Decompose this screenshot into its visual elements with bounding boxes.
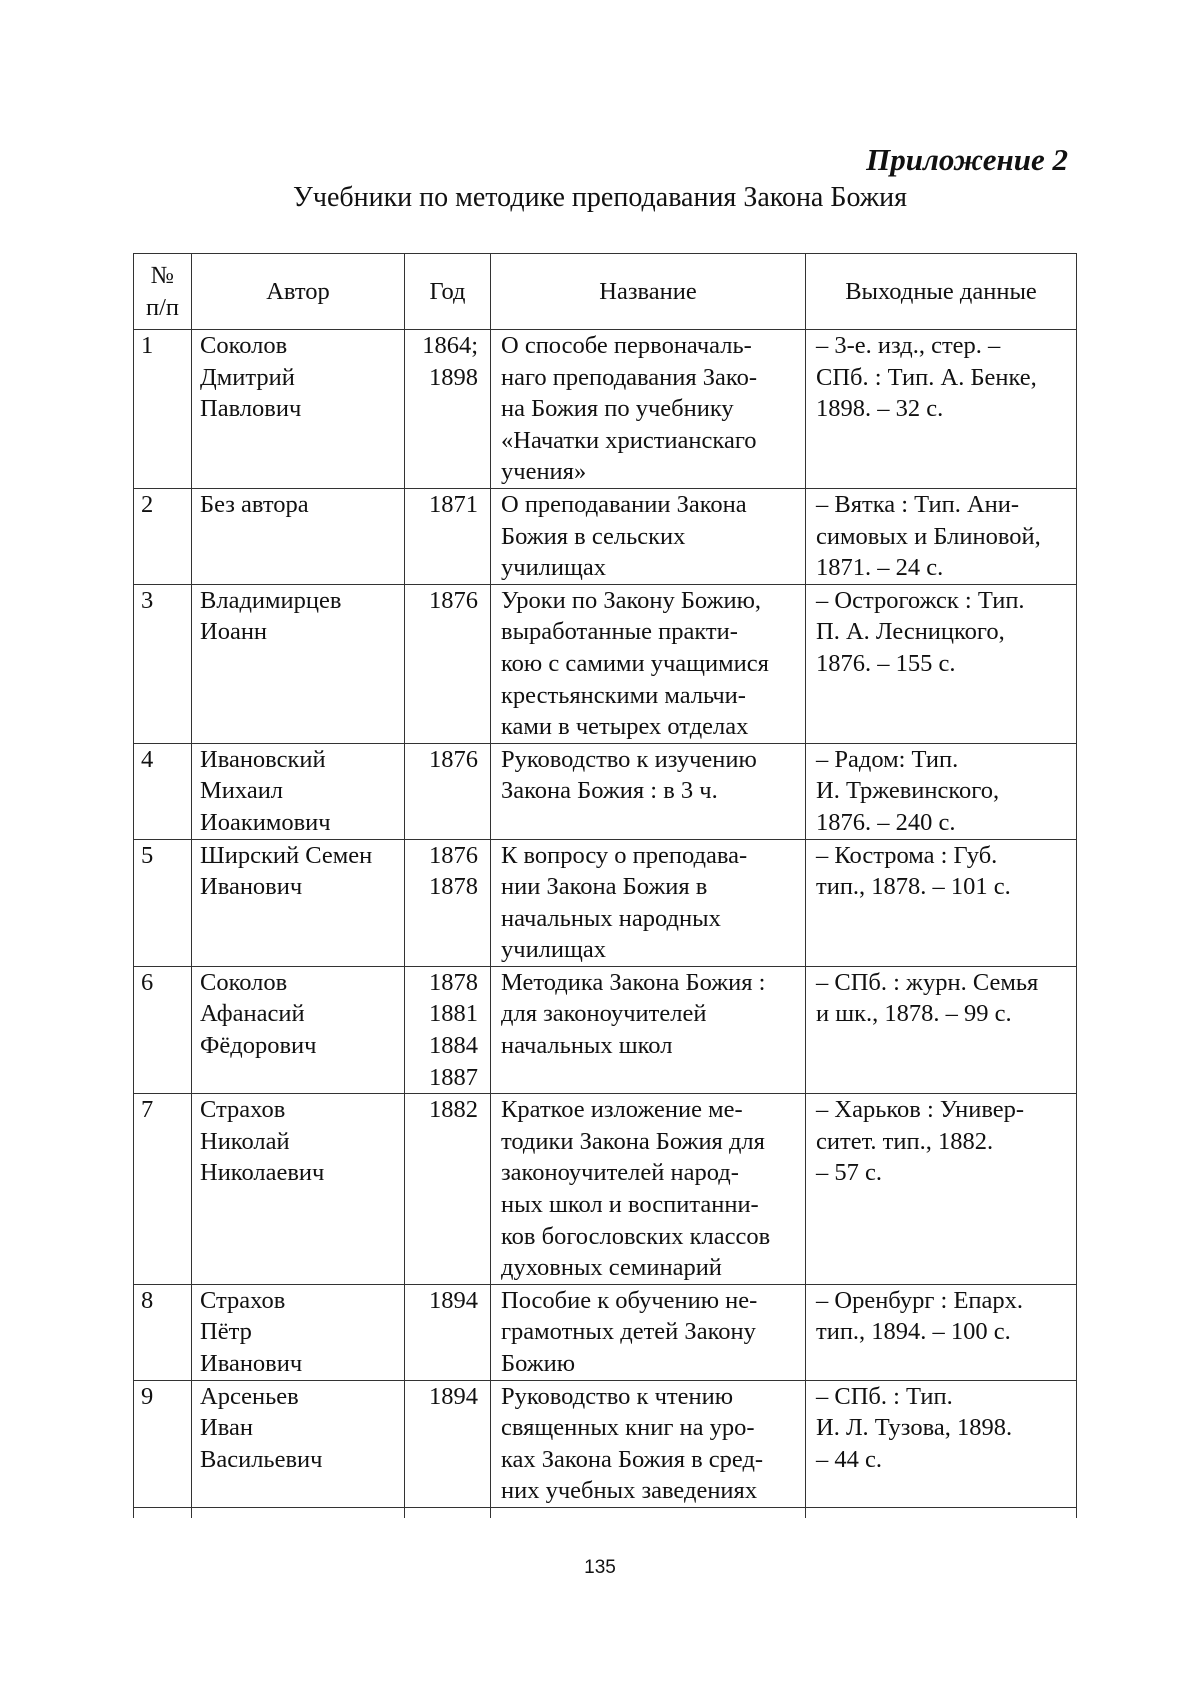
title-line: О преподавании Закона: [501, 490, 747, 518]
title-line: на Божия по учебнику: [501, 395, 734, 423]
title-cell: [491, 330, 806, 489]
continuation-cell: [806, 1507, 1077, 1518]
title-cell: [491, 584, 806, 743]
author-line: Без автора: [200, 490, 309, 518]
title-cell: [491, 1380, 806, 1507]
table-body: [134, 330, 1077, 1518]
appendix-label: Приложение 2: [866, 142, 1068, 177]
continuation-cell: [491, 1507, 806, 1518]
author-line: Арсеньев: [200, 1382, 299, 1410]
publication-line: тип., 1878. – 101 с.: [816, 873, 1011, 901]
header-year: Год: [405, 254, 491, 330]
publication-line: 1876. – 240 с.: [816, 808, 956, 836]
table-continuation-row: [134, 1507, 1077, 1518]
title-line: ных школ и воспитанни-: [501, 1191, 759, 1219]
title-cell: [491, 743, 806, 839]
row-number: 1: [134, 330, 192, 489]
year-line: 1894: [429, 1286, 478, 1314]
publication-line: И. Тржевинского,: [816, 777, 1000, 805]
author-line: Страхов: [200, 1096, 286, 1124]
row-number: 2: [134, 488, 192, 584]
author-cell: [192, 1094, 405, 1285]
title-line: нии Закона Божия в: [501, 873, 708, 901]
title-line: К вопросу о преподава-: [501, 841, 748, 869]
year-cell: [405, 839, 491, 966]
author-line: Ширский Семен: [200, 841, 373, 869]
year-cell: [405, 1094, 491, 1285]
publication-cell: [806, 1094, 1077, 1285]
year-cell: [405, 743, 491, 839]
table-row: [134, 743, 1077, 839]
table-row: [134, 330, 1077, 489]
title-line: крестьянскими мальчи-: [501, 681, 746, 709]
table-row: [134, 1094, 1077, 1285]
publication-line: и шк., 1878. – 99 с.: [816, 1000, 1012, 1028]
publication-line: – СПб. : Тип.: [816, 1382, 953, 1410]
header-number: [134, 254, 192, 330]
publication-line: – СПб. : журн. Семья: [816, 968, 1039, 996]
title-line: Краткое изложение ме-: [501, 1096, 743, 1124]
continuation-cell: [134, 1507, 192, 1518]
publication-cell: [806, 966, 1077, 1093]
title-cell: [491, 1094, 806, 1285]
publication-line: – Харьков : Универ-: [816, 1096, 1025, 1124]
title-line: начальных школ: [501, 1032, 673, 1060]
title-line: Руководство к изучению: [501, 745, 757, 773]
title-line: кою с самими учащимися: [501, 649, 769, 677]
title-cell: [491, 966, 806, 1093]
continuation-cell: [405, 1507, 491, 1518]
header-publication: Выходные данные: [806, 254, 1077, 330]
header-number-symbol: №: [150, 261, 175, 289]
title-cell: [491, 488, 806, 584]
title-line: Руководство к чтению: [501, 1382, 734, 1410]
year-line: 1871: [429, 490, 478, 518]
title-line: О способе первоначаль-: [501, 332, 752, 359]
title-line: тодики Закона Божия для: [501, 1127, 765, 1155]
publication-line: – Оренбург : Епарх.: [816, 1286, 1024, 1314]
publication-line: – Острогожск : Тип.: [816, 586, 1025, 614]
page-number: 135: [584, 1557, 616, 1578]
year-line: 1894: [429, 1382, 478, 1410]
publication-line: – 57 с.: [816, 1159, 882, 1187]
year-cell: [405, 1380, 491, 1507]
title-line: законоучителей народ-: [501, 1159, 739, 1187]
year-line: 1878: [429, 968, 478, 996]
title-line: Уроки по Закону Божию,: [501, 586, 762, 614]
title-line: для законоучителей: [501, 1000, 707, 1028]
author-line: Ивановский: [200, 745, 326, 773]
year-line: 1864;: [422, 332, 478, 359]
publication-line: симовых и Блиновой,: [816, 522, 1041, 550]
publication-line: – Кострома : Губ.: [816, 841, 998, 869]
publication-line: СПб. : Тип. А. Бенке,: [816, 363, 1037, 391]
table-row: [134, 488, 1077, 584]
publication-line: – Радом: Тип.: [816, 745, 959, 773]
author-line: Иван: [200, 1414, 253, 1442]
year-cell: [405, 584, 491, 743]
title-cell: [491, 1284, 806, 1380]
title-line: них учебных заведениях: [501, 1477, 758, 1505]
year-line: 1878: [429, 873, 478, 901]
author-cell: [192, 839, 405, 966]
author-line: Николаевич: [200, 1159, 325, 1187]
publication-line: – Вятка : Тип. Ани-: [816, 490, 1020, 518]
author-line: Иванович: [200, 1350, 303, 1377]
title-line: Методика Закона Божия :: [501, 968, 766, 996]
publication-cell: [806, 839, 1077, 966]
title-line: ками в четырех отделах: [501, 713, 749, 741]
author-cell: [192, 1284, 405, 1380]
row-number: 5: [134, 839, 192, 966]
row-number: 3: [134, 584, 192, 743]
table-header-row: [134, 254, 1077, 330]
publication-cell: [806, 743, 1077, 839]
title-line: священных книг на уро-: [501, 1414, 755, 1442]
table-row: [134, 584, 1077, 743]
author-line: Павлович: [200, 395, 302, 423]
year-cell: [405, 966, 491, 1093]
publication-line: 1876. – 155 с.: [816, 649, 956, 677]
row-number: 4: [134, 743, 192, 839]
title-line: ках Закона Божия в сред-: [501, 1445, 764, 1473]
publication-line: – 44 с.: [816, 1445, 882, 1473]
header-title: Название: [491, 254, 806, 330]
author-cell: [192, 743, 405, 839]
publication-line: ситет. тип., 1882.: [816, 1127, 994, 1155]
author-line: Страхов: [200, 1286, 286, 1314]
year-cell: [405, 488, 491, 584]
publication-line: И. Л. Тузова, 1898.: [816, 1414, 1013, 1442]
title-line: грамотных детей Закону: [501, 1318, 756, 1346]
year-line: 1876: [429, 745, 478, 773]
author-line: Фёдорович: [200, 1032, 317, 1060]
year-line: 1898: [429, 363, 478, 391]
year-line: 1881: [429, 1000, 478, 1028]
title-line: Закона Божия : в 3 ч.: [501, 777, 718, 805]
title-line: наго преподавания Зако-: [501, 363, 757, 391]
table-row: [134, 966, 1077, 1093]
publication-line: 1871. – 24 с.: [816, 554, 944, 582]
year-cell: [405, 330, 491, 489]
author-line: Дмитрий: [200, 363, 295, 391]
publication-line: П. А. Лесницкого,: [816, 618, 1005, 646]
row-number: 7: [134, 1094, 192, 1285]
author-line: Соколов: [200, 968, 288, 996]
title-line: Пособие к обучению не-: [501, 1286, 758, 1314]
row-number: 9: [134, 1380, 192, 1507]
publication-cell: [806, 488, 1077, 584]
year-line: 1876: [429, 841, 478, 869]
publication-cell: [806, 1284, 1077, 1380]
title-line: училищах: [501, 554, 607, 582]
author-cell: [192, 488, 405, 584]
title-cell: [491, 839, 806, 966]
table-row: [134, 839, 1077, 966]
publication-line: 1898. – 32 с.: [816, 395, 944, 423]
year-line: 1884: [429, 1032, 478, 1060]
title-line: ков богословских классов: [501, 1222, 771, 1250]
publication-line: – 3-е. изд., стер. –: [816, 332, 1001, 359]
author-cell: [192, 966, 405, 1093]
title-line: выработанные практи-: [501, 618, 738, 646]
author-line: Иоакимович: [200, 808, 331, 836]
title-line: духовных семинарий: [501, 1254, 722, 1282]
publication-line: тип., 1894. – 100 с.: [816, 1318, 1011, 1346]
table-row: [134, 1284, 1077, 1380]
title-line: начальных народных: [501, 904, 721, 932]
header-number-abbr: п/п: [145, 293, 180, 321]
publication-cell: [806, 1380, 1077, 1507]
year-line: 1887: [429, 1063, 478, 1091]
author-line: Афанасий: [200, 1000, 305, 1028]
year-line: 1882: [429, 1096, 478, 1124]
title-line: «Начатки христианскаго: [501, 426, 757, 454]
publication-cell: [806, 330, 1077, 489]
title-line: Божию: [501, 1350, 576, 1377]
author-line: Иванович: [200, 873, 303, 901]
author-line: Михаил: [200, 777, 284, 805]
title-line: училищах: [501, 936, 607, 964]
header-author: Автор: [192, 254, 405, 330]
table-row: [134, 1380, 1077, 1507]
continuation-cell: [192, 1507, 405, 1518]
year-cell: [405, 1284, 491, 1380]
row-number: 6: [134, 966, 192, 1093]
title-line: учения»: [501, 458, 587, 486]
row-number: 8: [134, 1284, 192, 1380]
author-cell: [192, 584, 405, 743]
author-line: Васильевич: [200, 1445, 323, 1473]
textbooks-table: [133, 253, 1077, 1518]
page-title: Учебники по методике преподавания Закона Божия: [293, 182, 907, 213]
author-line: Владимирцев: [200, 586, 342, 614]
author-line: Пётр: [200, 1318, 252, 1346]
author-line: Николай: [200, 1127, 290, 1155]
author-cell: [192, 330, 405, 489]
title-line: Божия в сельских: [501, 522, 686, 550]
publication-cell: [806, 584, 1077, 743]
author-line: Соколов: [200, 332, 288, 359]
author-line: Иоанн: [200, 618, 268, 646]
year-line: 1876: [429, 586, 478, 614]
author-cell: [192, 1380, 405, 1507]
